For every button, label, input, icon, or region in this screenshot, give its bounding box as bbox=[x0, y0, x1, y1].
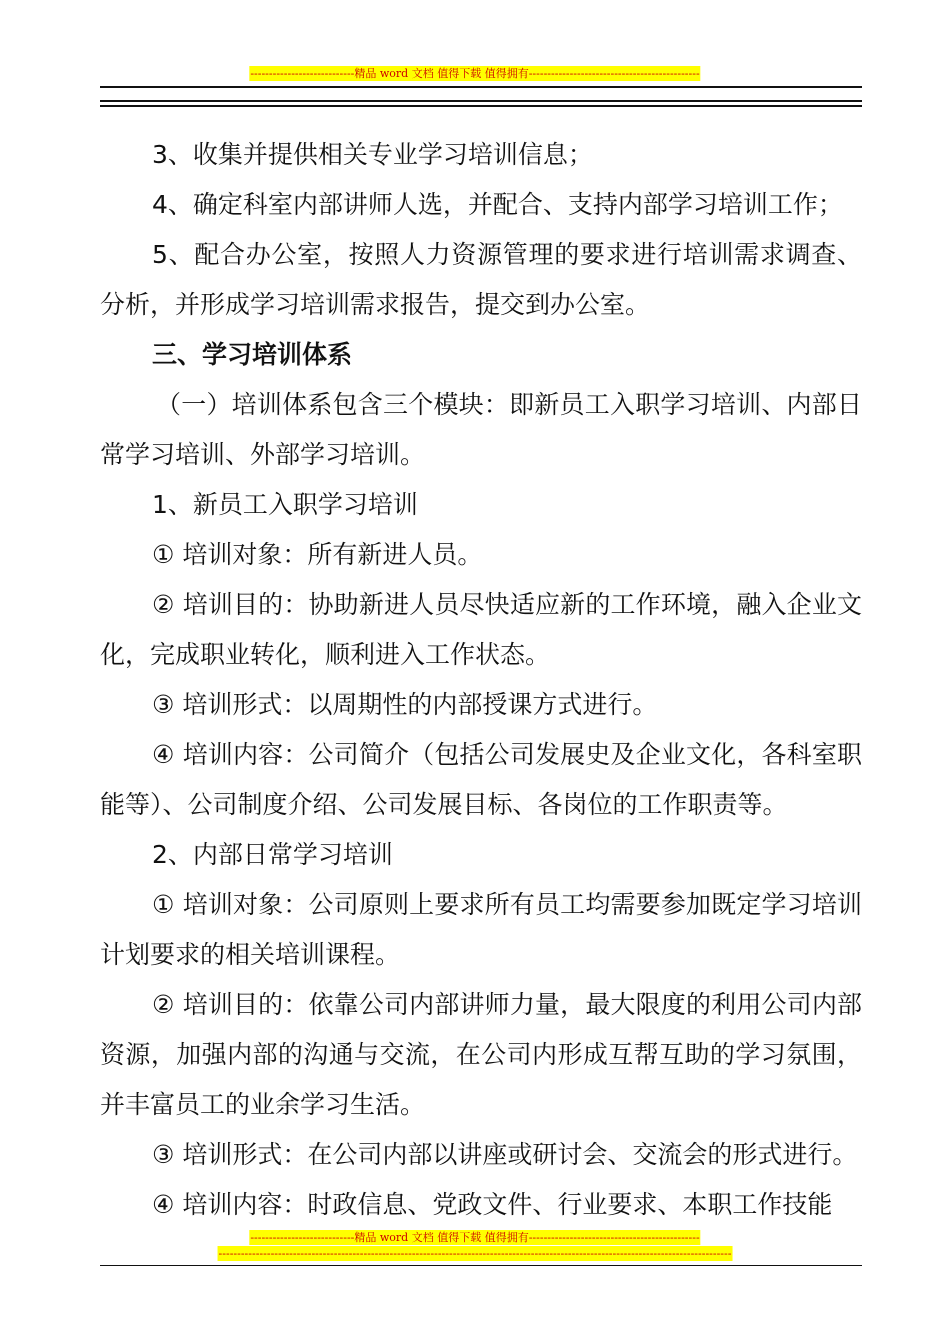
footer-rule bbox=[100, 1265, 862, 1266]
subsection-heading: 1、新员工入职学习培训 bbox=[152, 490, 418, 519]
section-heading: 三、学习培训体系 bbox=[152, 340, 353, 369]
paragraph: ③ 培训形式：以周期性的内部授课方式进行。 bbox=[152, 690, 658, 719]
document-body bbox=[100, 130, 862, 1230]
header-rule-top bbox=[100, 86, 862, 88]
paragraph: ③ 培训形式：在公司内部以讲座或研讨会、交流会的形式进行。 bbox=[152, 1140, 858, 1169]
paragraph: （一）培训体系包含三个模块：即新员工入职学习培训、内部日常学习培训、外部学习培训。 bbox=[100, 390, 862, 469]
paragraph: 4、确定科室内部讲师人选，并配合、支持内部学习培训工作； bbox=[152, 190, 843, 219]
footer-banner: ----------------------------精品 word 文档 值得下载 值得拥有---------------------------------------------- bbox=[250, 1231, 700, 1244]
paragraph: 3、收集并提供相关专业学习培训信息； bbox=[152, 140, 593, 169]
paragraph: ① 培训对象：公司原则上要求所有员工均需要参加既定学习培训计划要求的相关培训课程。 bbox=[100, 890, 862, 969]
paragraph: ② 培训目的：协助新进人员尽快适应新的工作环境，融入企业文化，完成职业转化，顺利进入工作状态。 bbox=[100, 590, 862, 669]
header-banner: ----------------------------精品 word 文档 值得下载 值得拥有---------------------------------------------- bbox=[250, 67, 700, 80]
paragraph: ① 培训对象：所有新进人员。 bbox=[152, 540, 483, 569]
paragraph: 5、配合办公室，按照人力资源管理的要求进行培训需求调查、分析，并形成学习培训需求报告，提交到办公室。 bbox=[100, 240, 862, 319]
header-rule-double-2 bbox=[100, 105, 862, 107]
footer-dashes: ------------------------------------------------------------------------------------------------------------------------------------------ bbox=[218, 1247, 732, 1260]
header-rule-double-1 bbox=[100, 100, 862, 102]
paragraph: ④ 培训内容：公司简介（包括公司发展史及企业文化，各科室职能等）、公司制度介绍、公司发展目标、各岗位的工作职责等。 bbox=[100, 740, 862, 819]
paragraph: ④ 培训内容：时政信息、党政文件、行业要求、本职工作技能 bbox=[152, 1190, 833, 1219]
subsection-heading: 2、内部日常学习培训 bbox=[152, 840, 393, 869]
paragraph: ② 培训目的：依靠公司内部讲师力量，最大限度的利用公司内部资源，加强内部的沟通与交流，在公司内形成互帮互助的学习氛围，并丰富员工的业余学习生活。 bbox=[100, 990, 862, 1119]
